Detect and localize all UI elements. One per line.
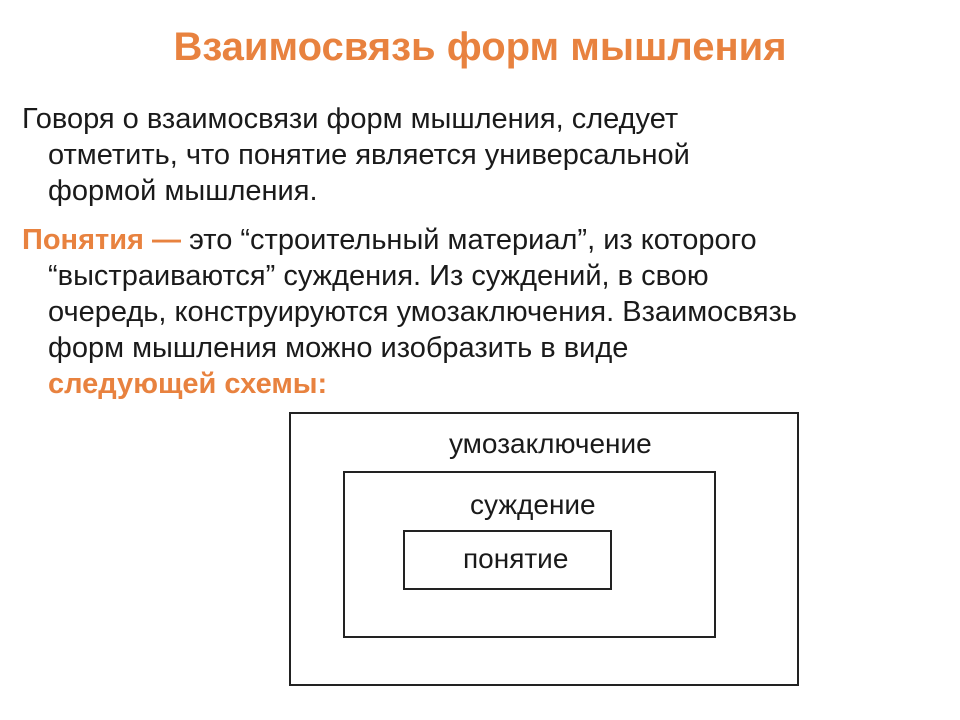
- concepts-line-3: очередь, конструируются умозаключения. Взаимосвязь: [48, 296, 797, 328]
- intro-line-2: отметить, что понятие является универсальной: [48, 139, 690, 171]
- slide-title: Взаимосвязь форм мышления: [173, 25, 787, 69]
- concepts-line-4: форм мышления можно изобразить в виде: [48, 332, 629, 364]
- diagram-label-inference: умозаключение: [449, 428, 652, 459]
- concepts-lead: Понятия —: [22, 224, 182, 256]
- concepts-line-1: [22, 222, 952, 258]
- intro-line-1: Говоря о взаимосвязи форм мышления, следует: [22, 103, 679, 135]
- concepts-paragraph: [22, 222, 952, 402]
- concepts-line-5: следующей схемы:: [48, 368, 328, 400]
- intro-line-3: формой мышления.: [48, 175, 318, 207]
- intro-paragraph: [22, 101, 952, 209]
- concepts-line-2: “выстраиваются” суждения. Из суждений, в свою: [48, 260, 709, 292]
- concepts-line-1-rest: это “строительный материал”, из которого: [181, 224, 757, 256]
- diagram-label-concept: понятие: [463, 543, 569, 574]
- diagram-label-judgment: суждение: [470, 489, 596, 520]
